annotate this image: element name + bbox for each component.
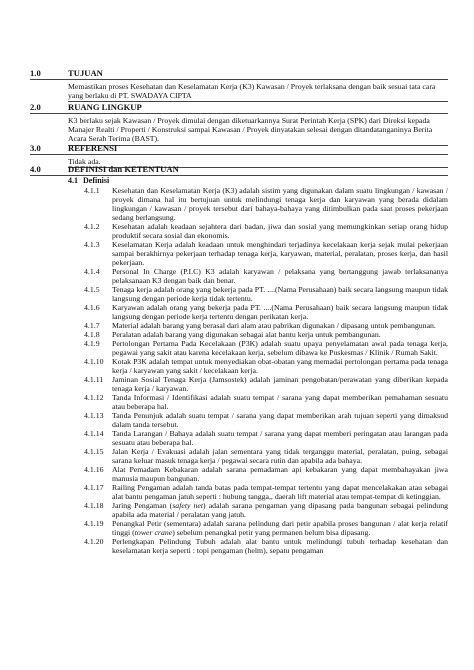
definition-number: 4.1.9 [84,339,100,348]
definition-text-part: ) sebelum penangkal petir yang permanen belum bisa dipasang. [172,528,371,537]
subsection-heading [68,176,109,185]
section-heading [30,102,448,114]
definition-text-part: ) adalah sarana pengaman yang dipasang pada bangunan sebagai pelindung apabila ada material / peralatan yang jatuh. [112,501,448,519]
section-title: TUJUAN [68,68,103,78]
definition-text-part: Penangkal Petir (sementara) adalah sarana pelindung dari petir apabila proses bangunan / alat kerja relatif tinggi ( [112,519,448,537]
definition-item [84,447,448,465]
definition-text: Kotak P3K adalah tempat untuk menyediakan obat-obatan yang memadai pertolongan pertama pada tenaga kerja / karyawan yang sakit / kecelakaan kerja. [112,357,448,375]
definition-item [84,330,448,339]
definition-text: Peralatan adalah barang yang digunakan sebagai alat bantu kerja untuk pembangunan. [112,330,381,339]
definition-number: 4.1.12 [84,393,104,402]
section-number: 3.0 [30,143,41,153]
definition-text: Material adalah barang yang berasal dari alam atau pabrikan digunakan / dipasang untuk pembangunan. [112,321,436,330]
definition-term-italic: tower crane [134,528,173,537]
definition-item [84,339,448,357]
definition-number: 4.1.8 [84,330,100,339]
definition-text: Personal In Charge (P.I.C) K3 adalah karyawan / pelaksana yang bertanggung jawab terlaksananya pelaksanaan K3 dengan baik dan benar. [112,267,448,285]
definition-item [84,285,448,303]
definition-text: Railing Pengaman adalah tanda batas pada tempat-tempat tertentu yang dapat mencelakakan atau sebagai alat bantu pengaman jatuh seperti : hubung tangga,, daerah lift material atau tempat-tempat di ketinggian. [112,483,448,501]
definition-item [84,186,448,222]
section-title: DEFINISI dan KETENTUAN [68,164,179,174]
section-heading [30,68,448,80]
section-heading [30,143,448,155]
definition-text: Alat Pemadam Kebakaran adalah sarana pemadaman api kebakaran yang dapat membahayakan jiwa manusia maupun bangunan. [112,465,448,483]
section-title: RUANG LINGKUP [68,102,142,112]
definition-text-part: Jaring Pengaman ( [112,501,173,510]
definition-number: 4.1.7 [84,321,100,330]
definition-item [84,393,448,411]
definition-item [84,222,448,240]
section-2 [30,102,448,146]
definition-text: Jalan Kerja / Evakuasi adalah jalan sementara yang tidak terganggu material, peralatan, puing, sebagai sarana keluar masuk tenaga kerja / pegawai secara rutin dan apabila ada bahaya. [112,447,448,465]
definition-text: Keselamatan Kerja adalah keadaan untuk menghindari terjadinya kecelakaan kerja sejak mulai pekerjaan sampai berakhirnya pekerjaan terhadap tenaga kerja, karyawan, material, peralatan, proses kerja, dan hasil pekerjaan. [112,240,448,267]
definition-term-italic: safety net [172,501,204,510]
definition-text: Kesehatan adalah keadaan sejahtera dari badan, jiwa dan sosial yang memungkinkan setiap orang hidup produktif secara sosial dan ekonomis. [112,222,448,240]
definition-number: 4.1.10 [84,357,104,366]
definition-text [112,519,448,537]
definition-number: 4.1.14 [84,429,104,438]
section-4 [30,164,448,176]
section-number: 2.0 [30,102,41,112]
subsection-number: 4.1 [68,176,78,185]
definition-number: 4.1.1 [84,186,100,195]
definition-number: 4.1.4 [84,267,100,276]
section-title: REFERENSI [68,143,118,153]
definition-item [84,375,448,393]
definition-number: 4.1.2 [84,222,100,231]
section-body: Tidak ada. [68,157,448,168]
section-1 [30,68,448,102]
section-number: 4.0 [30,164,41,174]
definition-item [84,240,448,267]
definition-item [84,429,448,447]
definition-item [84,321,448,330]
definition-number: 4.1.17 [84,483,104,492]
definition-text: Jaminan Sosial Tenaga Kerja (Jamsostek) adalah jaminan pengobatan/perawatan yang diberikan kepada tenaga kerja / karyawan. [112,375,448,393]
definition-number: 4.1.5 [84,285,100,294]
definition-item [84,519,448,537]
section-body: Memastikan proses Kesehatan dan Keselamatan Kerja (K3) Kawasan / Proyek terlaksana dengan baik sesuai tata cara yang berlaku di PT. SWADAYA CIPTA [68,82,448,102]
definition-item [84,537,448,555]
definition-number: 4.1.3 [84,240,100,249]
definition-item [84,483,448,501]
definition-item [84,267,448,285]
definition-number: 4.1.16 [84,465,104,474]
definition-number: 4.1.20 [84,537,104,546]
definition-item [84,411,448,429]
definition-item [84,465,448,483]
definition-number: 4.1.19 [84,519,104,528]
definition-item [84,357,448,375]
definition-text: Kesehatan dan Keselamatan Kerja (K3) adalah sistim yang digunakan dalam suatu lingkungan / kawasan / proyek dimana hal itu bertujuan untuk melindungi tenaga kerja dan karyawan yang berada didalam lingkungan / kawasan / proyek tersebut dari bahaya-bahaya yang ditimbulkan pada saat proses pekerjaan sedang berlangsung. [112,186,448,222]
definition-number: 4.1.11 [84,375,104,384]
definition-item [84,501,448,519]
definition-list [84,186,448,555]
definition-number: 4.1.6 [84,303,100,312]
definition-text: Tanda Larangan / Bahaya adalah suatu tempat / sarana yang dapat memberi peringatan atau larangan pada sesuatu atau beberapa hal. [112,429,448,447]
definition-text: Perlengkapan Pelindung Tubuh adalah alat bantu untuk melindungi tubuh terhadap kesehatan dan keselamatan kerja seperti : topi pengaman (helm), sepatu pengaman [112,537,448,555]
section-number: 1.0 [30,68,41,78]
section-body: K3 berlaku sejak Kawasan / Proyek dimulai dengan diketuarkannya Surat Perintah Kerja (SPK) dari Direksi kepada Manajer Realti / Properti / Konstruksi sampai Kawasan / Proyek dinyatakan selesai dengan ditandatanganinya Berita Acara Serah Terima (BAST). [68,116,448,146]
subsection-title: Definisi [83,176,110,185]
definition-number: 4.1.13 [84,411,104,420]
definition-text: Tenaga kerja adalah orang yang bekerja pada PT. ....(Nama Perusahaan) baik secara langsung maupun tidak langsung dengan periode kerja tidak tertentu. [112,285,448,303]
definition-text: Karyawan adalah orang yang bekerja pada PT. ....(Nama Perusahaan) baik secara langsung maupun tidak langsung dengan periode kerja tertentu dengan perikatan kerja. [112,303,448,321]
definition-number: 4.1.18 [84,501,104,510]
definition-text: Pertolongan Pertama Pada Kecelakaan (P3K) adalah suatu upaya penyelamatan awal pada tenaga kerja, pegawai yang sakit atau karena kecelakaan kerja, sebelum dibawa ke Puskesmas / Klinik / Rumah Sakit. [112,339,448,357]
definition-item [84,303,448,321]
definition-number: 4.1.15 [84,447,104,456]
definition-text [112,501,448,519]
definition-text: Tanda Informasi / Identifikasi adalah suatu tempat / sarana yang dapat memberikan pemahaman sesuatu atau beberapa hal. [112,393,448,411]
definition-text: Tanda Penunjuk adalah suatu tempat / sarana yang dapat memberikan arah tujuan seperti yang dimaksud dalam tanda tersebut. [112,411,448,429]
section-heading [30,164,448,176]
